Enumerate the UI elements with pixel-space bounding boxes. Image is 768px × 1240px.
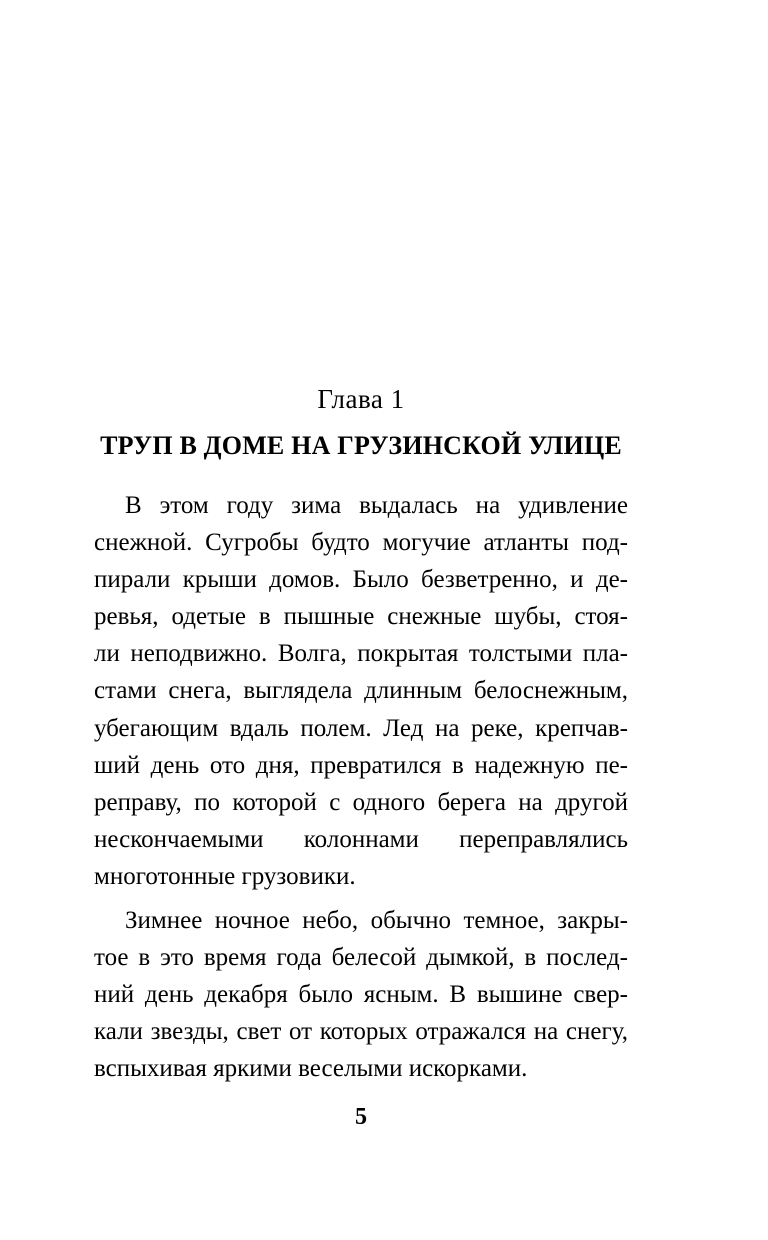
text-line: реправу, по которой с одного берега на другой bbox=[94, 788, 628, 816]
paragraph-2 bbox=[94, 902, 628, 1087]
text-line: нескончаемыми колоннами переправлялись bbox=[94, 825, 628, 853]
text-line: ший день ото дня, превратился в надежную пе- bbox=[94, 751, 628, 779]
text-line: В этом году зима выдалась на удивление bbox=[125, 492, 628, 519]
text-line: Зимнее ночное небо, обычно темное, закры- bbox=[125, 907, 628, 935]
text-line: убегающим вдаль полем. Лед на реке, крепчав- bbox=[94, 714, 628, 742]
text-line: кали звезды, свет от которых отражался на снегу, bbox=[94, 1018, 628, 1046]
text-line: тое в это время года белесой дымкой, в послед- bbox=[94, 944, 628, 972]
chapter-label: Глава 1 bbox=[317, 384, 405, 414]
page-number: 5 bbox=[355, 1104, 367, 1130]
text-line: вспыхивая яркими веселыми искорками. bbox=[94, 1055, 528, 1083]
text-line: стами снега, выглядела длинным белоснежным, bbox=[94, 677, 628, 705]
paragraph-gap bbox=[94, 895, 628, 902]
text-line: ревья, одетые в пышные снежные шубы, стоя- bbox=[94, 603, 628, 631]
text-line: ний день декабря было ясным. В вышине свер- bbox=[94, 981, 628, 1009]
body-text bbox=[94, 487, 628, 1088]
text-line: снежной. Сугробы будто могучие атланты под- bbox=[94, 529, 628, 557]
text-line: пирали крыши домов. Было безветренно, и де- bbox=[94, 566, 628, 594]
paragraph-1 bbox=[94, 487, 628, 895]
chapter-title: ТРУП В ДОМЕ НА ГРУЗИНСКОЙ УЛИЦЕ bbox=[100, 431, 622, 460]
text-line: ли неподвижно. Волга, покрытая толстыми пла- bbox=[94, 640, 628, 668]
text-line: многотонные грузовики. bbox=[94, 862, 356, 890]
